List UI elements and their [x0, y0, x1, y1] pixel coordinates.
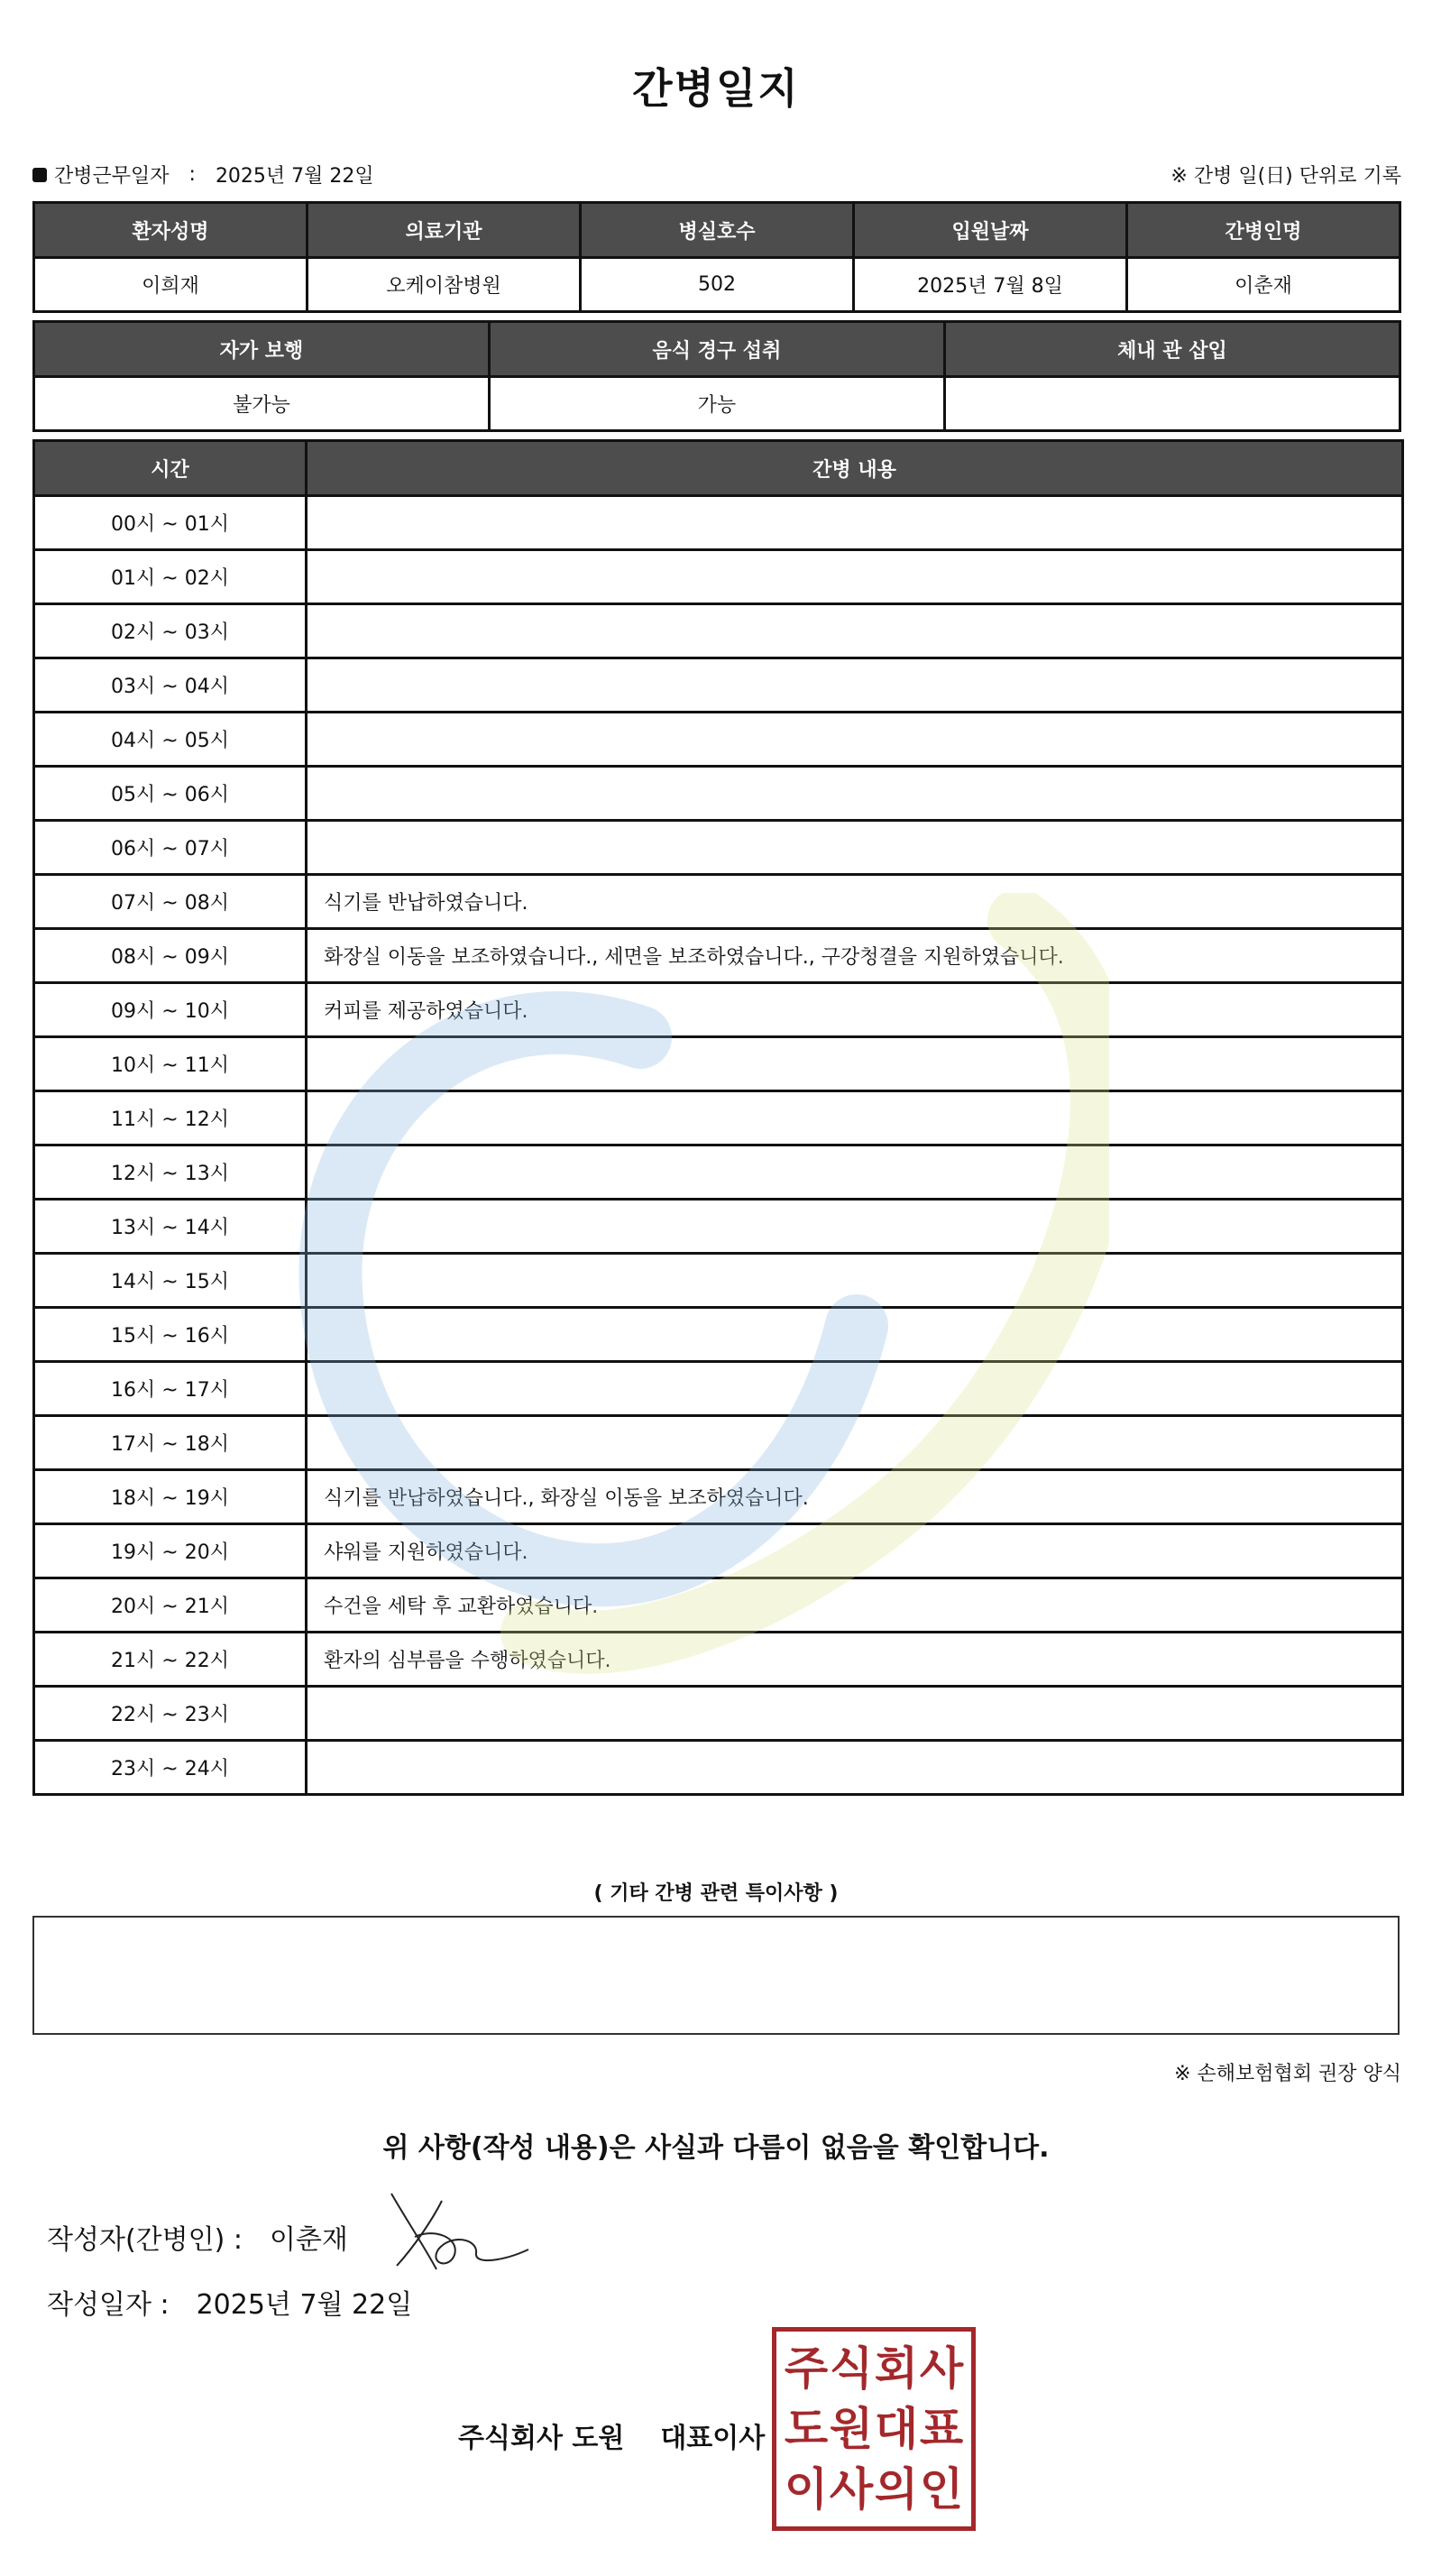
log-content [307, 1091, 1403, 1145]
header-room-number: 병실호수 [581, 203, 854, 258]
log-time: 20시 ~ 21시 [34, 1578, 307, 1633]
seal-character: 사 [919, 2342, 964, 2396]
document-title: 간병일지 [632, 64, 800, 113]
company-name: 주식회사 도원 [458, 2423, 625, 2454]
log-content [307, 1037, 1403, 1091]
log-row [34, 1308, 1403, 1362]
log-row [34, 1416, 1403, 1470]
log-row [34, 496, 1403, 550]
log-time: 11시 ~ 12시 [34, 1091, 307, 1145]
writer-name: 이춘재 [269, 2224, 348, 2256]
work-date-colon: : [188, 163, 196, 186]
log-time: 12시 ~ 13시 [34, 1145, 307, 1200]
oral-intake-value: 가능 [489, 377, 944, 431]
log-content [307, 821, 1403, 875]
log-content [307, 1254, 1403, 1308]
company-line [458, 2415, 765, 2455]
log-time: 07시 ~ 08시 [34, 875, 307, 929]
log-content: 수건을 세탁 후 교환하였습니다. [307, 1578, 1403, 1633]
seal-character: 이 [784, 2462, 829, 2516]
log-time: 00시 ~ 01시 [34, 496, 307, 550]
log-content [307, 604, 1403, 658]
log-row [34, 1741, 1403, 1795]
log-row [34, 1524, 1403, 1578]
log-time: 02시 ~ 03시 [34, 604, 307, 658]
log-row [34, 1633, 1403, 1687]
log-content: 커피를 제공하였습니다. [307, 983, 1403, 1037]
work-date-label: 간병근무일자 [54, 165, 170, 188]
log-content [307, 1687, 1403, 1741]
admission-date: 2025년 7월 8일 [854, 258, 1127, 312]
form-source-note: ※ 손해보험협회 권장 양식 [1174, 2063, 1401, 2085]
header-care-content: 간병 내용 [307, 441, 1403, 496]
log-row [34, 821, 1403, 875]
log-content [307, 1416, 1403, 1470]
log-time: 21시 ~ 22시 [34, 1633, 307, 1687]
seal-character: 대 [874, 2402, 919, 2455]
log-content [307, 1362, 1403, 1416]
log-row [34, 604, 1403, 658]
self-walking-value: 불가능 [34, 377, 490, 431]
log-row [34, 767, 1403, 821]
log-time: 16시 ~ 17시 [34, 1362, 307, 1416]
log-time: 22시 ~ 23시 [34, 1687, 307, 1741]
header-patient-name: 환자성명 [34, 203, 308, 258]
log-row [34, 875, 1403, 929]
seal-characters [784, 2339, 964, 2519]
log-time: 10시 ~ 11시 [34, 1037, 307, 1091]
log-time: 03시 ~ 04시 [34, 658, 307, 713]
log-row [34, 983, 1403, 1037]
log-row [34, 658, 1403, 713]
signature-image [379, 2183, 541, 2282]
care-log-table [32, 439, 1404, 1796]
log-time: 23시 ~ 24시 [34, 1741, 307, 1795]
log-time: 05시 ~ 06시 [34, 767, 307, 821]
seal-character: 사 [829, 2462, 874, 2516]
seal-character: 의 [874, 2462, 919, 2516]
writer-line [47, 2217, 348, 2257]
company-seal-stamp [772, 2327, 976, 2531]
log-row [34, 713, 1403, 767]
header-self-walking: 자가 보행 [34, 322, 490, 377]
patient-status-table [32, 320, 1401, 432]
confirmation-statement: 위 사항(작성 내용)은 사실과 다름이 없음을 확인합니다. [382, 2132, 1050, 2164]
work-date-group [32, 161, 374, 189]
seal-character: 원 [829, 2402, 874, 2455]
write-date-label: 작성일자 : [47, 2289, 170, 2321]
log-row [34, 1578, 1403, 1633]
log-row [34, 929, 1403, 983]
writer-label: 작성자(간병인) : [47, 2224, 243, 2256]
log-row [34, 1145, 1403, 1200]
seal-character: 주 [784, 2342, 829, 2396]
header-tube-insertion: 체내 관 삽입 [944, 322, 1400, 377]
log-content: 화장실 이동을 보조하였습니다., 세면을 보조하였습니다., 구강청결을 지원하였습니다. [307, 929, 1403, 983]
log-time: 14시 ~ 15시 [34, 1254, 307, 1308]
log-content [307, 713, 1403, 767]
work-date-value: 2025년 7월 22일 [215, 165, 374, 188]
header-oral-intake: 음식 경구 섭취 [489, 322, 944, 377]
log-row [34, 550, 1403, 604]
log-time: 15시 ~ 16시 [34, 1308, 307, 1362]
log-content [307, 767, 1403, 821]
log-content: 식기를 반납하였습니다. [307, 875, 1403, 929]
tube-insertion-value [944, 377, 1400, 431]
patient-name: 이희재 [34, 258, 308, 312]
log-time: 08시 ~ 09시 [34, 929, 307, 983]
patient-info-table [32, 201, 1401, 313]
log-time: 18시 ~ 19시 [34, 1470, 307, 1524]
log-content [307, 1200, 1403, 1254]
log-content [307, 658, 1403, 713]
log-content: 샤워를 지원하였습니다. [307, 1524, 1403, 1578]
log-content [307, 1741, 1403, 1795]
log-time: 01시 ~ 02시 [34, 550, 307, 604]
log-time: 09시 ~ 10시 [34, 983, 307, 1037]
log-row [34, 1254, 1403, 1308]
seal-character: 인 [919, 2462, 964, 2516]
seal-character: 표 [919, 2402, 964, 2455]
company-ceo-title: 대표이사 [660, 2423, 766, 2454]
log-row [34, 1470, 1403, 1524]
seal-character: 회 [874, 2342, 919, 2396]
header-caregiver-name: 간병인명 [1127, 203, 1400, 258]
bullet-icon [32, 168, 47, 182]
header-hospital: 의료기관 [308, 203, 581, 258]
log-content [307, 496, 1403, 550]
caregiver-name: 이춘재 [1127, 258, 1400, 312]
room-number: 502 [581, 258, 854, 312]
header-time: 시간 [34, 441, 307, 496]
log-row [34, 1687, 1403, 1741]
log-content: 식기를 반납하였습니다., 화장실 이동을 보조하였습니다. [307, 1470, 1403, 1524]
write-date-line [47, 2282, 412, 2322]
log-row [34, 1200, 1403, 1254]
log-row [34, 1362, 1403, 1416]
log-time: 13시 ~ 14시 [34, 1200, 307, 1254]
hospital-name: 오케이참병원 [308, 258, 581, 312]
special-notes-box [32, 1916, 1400, 2035]
seal-character: 식 [829, 2342, 874, 2396]
log-row [34, 1037, 1403, 1091]
log-time: 17시 ~ 18시 [34, 1416, 307, 1470]
log-row [34, 1091, 1403, 1145]
log-content [307, 1145, 1403, 1200]
record-unit-note: ※ 간병 일(日) 단위로 기록 [1170, 165, 1401, 188]
log-time: 19시 ~ 20시 [34, 1524, 307, 1578]
write-date-value: 2025년 7월 22일 [196, 2289, 413, 2321]
meta-row [32, 161, 1401, 188]
seal-character: 도 [784, 2402, 829, 2455]
special-notes-title: ( 기타 간병 관련 특이사항 ) [593, 1882, 839, 1905]
log-content [307, 550, 1403, 604]
header-admission-date: 입원날짜 [854, 203, 1127, 258]
log-time: 06시 ~ 07시 [34, 821, 307, 875]
log-time: 04시 ~ 05시 [34, 713, 307, 767]
log-content [307, 1308, 1403, 1362]
log-content: 환자의 심부름을 수행하였습니다. [307, 1633, 1403, 1687]
